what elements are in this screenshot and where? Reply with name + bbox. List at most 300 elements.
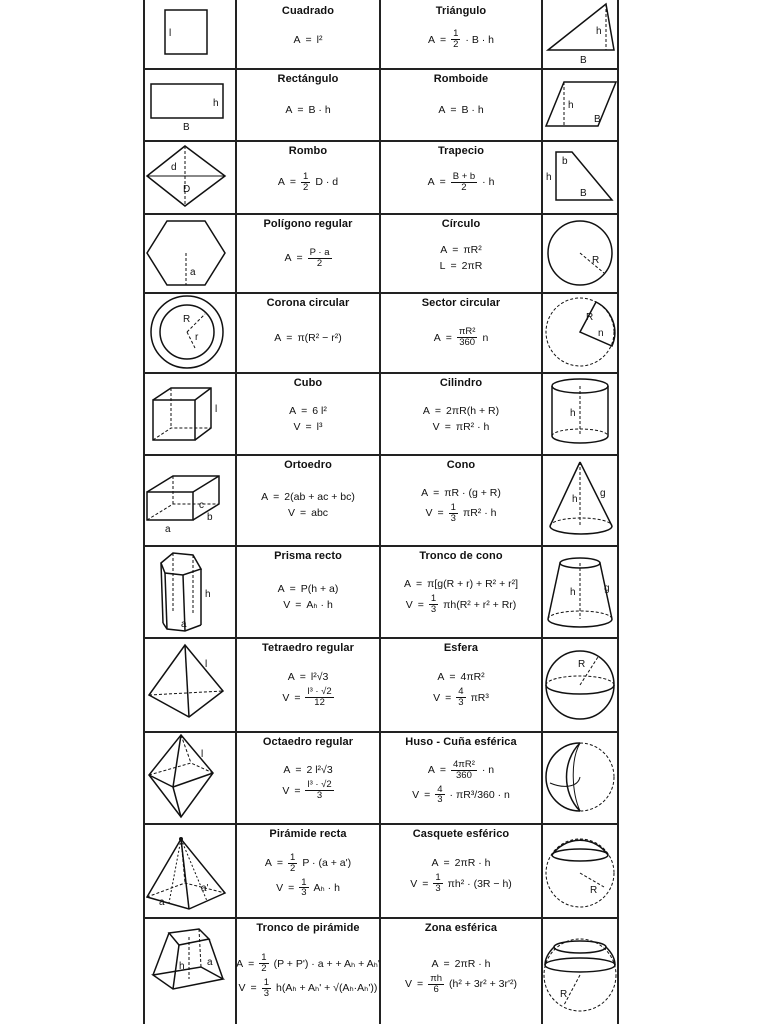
fraction	[308, 248, 332, 269]
formula-lhs: A	[289, 404, 297, 417]
figure-label: R	[592, 255, 600, 266]
formula-lhs: V	[287, 507, 295, 519]
figure-label: g	[600, 488, 606, 499]
formula	[285, 104, 330, 116]
figure-label: d	[171, 162, 177, 173]
formula-lhs: V	[238, 982, 246, 995]
formula-row	[0, 823, 768, 917]
formula-rhs: πR³	[470, 691, 489, 704]
formula-row	[0, 637, 768, 731]
fraction	[262, 978, 271, 999]
shape-title: Cuadrado	[281, 5, 335, 17]
fraction-denominator: 3	[458, 697, 464, 708]
formula	[421, 487, 501, 499]
formula-rhs: h(Aₕ + Aₕ' + √(Aₕ·Aₕ'))	[275, 982, 378, 995]
left-formula-cell	[236, 545, 380, 637]
equals-sign: =	[297, 103, 304, 116]
fraction-denominator: 2	[453, 39, 459, 50]
figure-label: a	[165, 524, 171, 535]
fraction-denominator: 12	[314, 697, 325, 708]
figure-label: h	[205, 589, 211, 600]
pyramid-figure	[143, 823, 235, 917]
equals-sign: =	[294, 784, 301, 797]
equals-sign: =	[289, 176, 297, 188]
left-formula-cell	[236, 140, 380, 213]
formula-rhs: π(R² − r²)	[297, 331, 342, 344]
formula-list	[236, 934, 380, 1024]
trapezoid-figure	[542, 140, 618, 213]
fraction	[451, 760, 477, 781]
formula	[294, 421, 323, 433]
formula-lhs: V	[433, 691, 441, 704]
fraction-numerator: 1	[435, 872, 441, 884]
triangle-figure	[542, 0, 618, 68]
formula-lhs: V	[276, 881, 284, 894]
formula	[289, 405, 327, 417]
formula-lhs: A	[422, 404, 430, 417]
fraction-numerator: 1	[303, 170, 309, 182]
fraction-denominator: 3	[316, 790, 323, 801]
shape-title: Cono	[446, 459, 476, 471]
shape-title: Rombo	[288, 145, 328, 157]
formula	[405, 974, 517, 995]
formula-rhs: 2πR	[461, 260, 483, 272]
formula	[428, 172, 495, 193]
fraction-denominator: 2	[303, 181, 309, 193]
formula-lhs: A	[427, 764, 435, 777]
formula-rhs: 2πR(h + R)	[446, 404, 500, 417]
equals-sign: =	[286, 331, 293, 344]
formula	[261, 491, 355, 503]
equals-sign: =	[449, 671, 456, 684]
fraction	[451, 29, 460, 50]
fraction	[259, 953, 268, 974]
annulus-figure	[143, 292, 235, 372]
formula-lhs: V	[405, 978, 413, 990]
figure-label: R	[183, 314, 191, 325]
figure-label: R	[560, 989, 568, 1000]
formula-rhs: πh² · (3R − h)	[447, 877, 512, 890]
formula	[283, 599, 333, 611]
fraction	[305, 687, 333, 708]
formula	[288, 507, 328, 519]
right-formula-cell	[380, 213, 542, 292]
formula-row	[0, 140, 768, 213]
formula-list	[278, 157, 338, 213]
equals-sign: =	[294, 691, 301, 704]
formula-list	[284, 230, 331, 292]
formula-lhs: A	[274, 331, 282, 344]
figure-label: h	[546, 172, 552, 183]
formula-lhs: A	[440, 244, 448, 256]
shape-title: Círculo	[441, 218, 481, 230]
fraction-numerator: P · a	[309, 246, 330, 258]
shape-title: Corona circular	[266, 297, 350, 309]
formula	[428, 29, 494, 50]
equals-sign: =	[439, 176, 446, 188]
equals-sign: =	[296, 252, 303, 264]
formula-rhs: Aₕ · h	[306, 598, 333, 611]
figure-label: b	[562, 156, 568, 167]
formula	[265, 853, 351, 874]
formula-rhs: π[g(R + r) + R² + r²]	[427, 578, 519, 591]
left-formula-cell	[236, 0, 380, 68]
equals-sign: =	[445, 691, 452, 704]
right-formula-cell	[380, 372, 542, 454]
fraction-numerator: 4	[437, 783, 443, 795]
figure-label: B	[580, 55, 587, 66]
formula-rhs: l³	[316, 420, 323, 433]
fraction-denominator: 2	[261, 963, 267, 975]
formula	[276, 878, 340, 899]
spherical-zone-figure	[542, 917, 618, 1024]
equals-sign: =	[276, 857, 284, 870]
left-formula-cell	[236, 68, 380, 140]
formula	[406, 594, 517, 615]
formula-list	[412, 748, 510, 823]
figure-label: R	[586, 312, 594, 323]
fraction-numerator: 1	[301, 876, 307, 888]
formula	[274, 332, 341, 344]
figure-label: r	[195, 332, 199, 343]
fraction-numerator: l³ · √2	[307, 779, 332, 791]
equals-sign: =	[444, 420, 451, 433]
equals-sign: =	[299, 671, 306, 684]
equals-sign: =	[450, 103, 457, 116]
fraction-numerator: l³ · √2	[307, 686, 332, 698]
formula-lhs: A	[421, 486, 429, 499]
formula	[282, 687, 333, 708]
right-formula-cell	[380, 0, 542, 68]
equals-sign: =	[450, 260, 457, 272]
formula-list	[428, 17, 494, 68]
formula-list	[282, 748, 333, 823]
shape-title: Tronco de cono	[419, 550, 503, 562]
formula-list	[405, 934, 517, 1024]
right-formula-cell	[380, 454, 542, 545]
formula-lhs: V	[410, 877, 418, 890]
formula-list	[261, 471, 355, 545]
fraction-denominator: 3	[450, 512, 456, 524]
figure-label: g	[604, 583, 610, 594]
fraction-denominator: 3	[301, 887, 307, 899]
formula	[434, 327, 489, 348]
fraction-numerator: 1	[450, 501, 456, 513]
formula-lhs: V	[293, 420, 301, 433]
fraction-numerator: 1	[261, 952, 267, 964]
formula	[412, 785, 510, 806]
left-formula-cell	[236, 292, 380, 372]
equals-sign: =	[434, 404, 442, 417]
formula-lhs: A	[283, 764, 291, 777]
right-formula-cell	[380, 545, 542, 637]
formula-lhs: V	[282, 784, 290, 797]
formula-rhs: πh(R² + r² + Rr)	[443, 598, 517, 611]
figure-label: h	[596, 26, 602, 37]
prism-figure	[143, 545, 235, 637]
figure-label: b	[207, 512, 213, 523]
equals-sign: =	[417, 598, 424, 611]
formula	[432, 857, 491, 869]
figure-label: a	[159, 897, 165, 908]
right-formula-cell	[380, 637, 542, 731]
formula-lhs: A	[277, 582, 285, 595]
fraction-numerator: πh	[430, 972, 443, 984]
figure-label: l	[201, 749, 204, 760]
formula-list	[285, 85, 330, 140]
formula	[426, 503, 497, 524]
formula	[278, 172, 338, 193]
formula	[404, 578, 518, 590]
formula-rhs: · B · h	[465, 33, 495, 46]
fraction-numerator: 1	[430, 593, 437, 605]
rectangle-figure	[143, 68, 235, 140]
formula	[288, 671, 329, 683]
formula-rhs: πR² · h	[455, 420, 490, 433]
formula-list	[421, 471, 501, 545]
hexagon-figure	[143, 213, 235, 292]
equals-sign: =	[443, 857, 450, 870]
formula-lhs: A	[277, 176, 285, 188]
figure-label: B	[580, 188, 587, 199]
fraction-denominator: 360	[456, 769, 472, 781]
formula-rhs: · h	[482, 176, 495, 188]
formula-list	[289, 389, 327, 454]
formula-rhs: P(h + a)	[300, 582, 339, 595]
formula-list	[440, 230, 483, 292]
fraction-denominator: 2	[290, 862, 296, 874]
equals-sign: =	[424, 788, 431, 801]
figure-label: h	[568, 100, 574, 111]
equals-sign: =	[439, 33, 447, 46]
octahedron-figure	[143, 731, 235, 823]
shape-title: Sector circular	[421, 297, 501, 309]
formula-rhs: · πR³/360 · n	[449, 788, 510, 801]
figure-label: a	[181, 619, 187, 630]
equals-sign: =	[289, 582, 296, 595]
formula	[239, 978, 378, 999]
formula-rhs: 6 l²	[312, 404, 327, 417]
formula-list	[438, 85, 483, 140]
figure-label: a	[190, 267, 196, 278]
figure-label: h	[213, 98, 219, 109]
formula-lhs: L	[439, 260, 446, 272]
equals-sign: =	[250, 982, 257, 995]
shape-title: Cilindro	[439, 377, 483, 389]
formula	[284, 248, 331, 269]
formula	[428, 760, 494, 781]
fraction	[299, 878, 308, 899]
formula-list	[434, 309, 489, 372]
equals-sign: =	[288, 881, 295, 894]
equals-sign: =	[295, 598, 302, 611]
fraction	[449, 503, 458, 524]
figure-label: D	[183, 184, 191, 195]
right-formula-cell	[380, 823, 542, 917]
figure-label: n	[598, 328, 604, 339]
fraction	[429, 594, 438, 615]
formula-rhs: · n	[481, 764, 495, 777]
sphere-figure	[542, 637, 618, 731]
left-formula-cell	[236, 372, 380, 454]
shape-title: Esfera	[443, 642, 479, 654]
formula-rhs: (P + P') · a + + Aₕ + Aₕ'	[273, 957, 380, 970]
formula-rhs: l²	[316, 33, 323, 46]
circle-figure	[542, 213, 618, 292]
formula	[433, 687, 489, 708]
shape-title: Romboide	[433, 73, 489, 85]
fraction-denominator: 2	[461, 181, 467, 193]
formula-rhs: Aₕ · h	[313, 881, 340, 894]
formula-list	[428, 157, 495, 213]
formula-list	[404, 562, 518, 637]
formula-lhs: V	[412, 788, 420, 801]
formula	[282, 780, 333, 801]
right-formula-cell	[380, 917, 542, 1024]
figure-label: h	[570, 408, 576, 419]
fraction-numerator: 1	[290, 851, 296, 863]
formula-rhs: B · h	[461, 103, 484, 116]
formula-rhs: B · h	[308, 103, 331, 116]
formula	[283, 764, 332, 776]
figure-label: B	[183, 122, 190, 133]
formula-lhs: A	[437, 671, 445, 684]
fraction-denominator: 3	[430, 604, 437, 615]
formula-rhs: 2 l²√3	[306, 764, 333, 777]
formula-rhs: n	[482, 331, 489, 344]
equals-sign: =	[273, 491, 280, 503]
left-formula-cell	[236, 823, 380, 917]
formula-list	[274, 309, 341, 372]
formula-rhs: 2πR · h	[454, 957, 491, 970]
formula-rhs: l²√3	[310, 671, 329, 684]
equals-sign: =	[422, 877, 429, 890]
right-formula-cell	[380, 140, 542, 213]
formula-list	[278, 562, 339, 637]
equals-sign: =	[439, 764, 446, 777]
formula	[423, 405, 499, 417]
formula	[432, 958, 491, 970]
shape-title: Polígono regular	[263, 218, 353, 230]
figure-label: R	[590, 885, 598, 896]
formula-row	[0, 213, 768, 292]
fraction	[288, 853, 297, 874]
figure-label: l	[205, 659, 208, 670]
fraction	[428, 974, 444, 995]
formula-row	[0, 0, 768, 68]
fraction-denominator: 3	[263, 987, 269, 999]
shape-title: Pirámide recta	[269, 828, 347, 840]
fraction	[456, 687, 465, 708]
formula-row	[0, 292, 768, 372]
formula-lhs: A	[287, 671, 295, 684]
right-formula-cell	[380, 292, 542, 372]
left-formula-cell	[236, 454, 380, 545]
equals-sign: =	[452, 244, 459, 256]
formula-lhs: A	[264, 857, 272, 870]
equals-sign: =	[415, 578, 423, 591]
formula-list	[410, 840, 512, 917]
equals-sign: =	[445, 331, 452, 344]
formula-list	[294, 17, 323, 68]
shape-title: Ortoedro	[284, 459, 332, 471]
formula-row	[0, 454, 768, 545]
shape-title: Tronco de pirámide	[256, 922, 360, 934]
left-formula-cell	[236, 917, 380, 1024]
formula-rhs: P · (a + a')	[302, 857, 352, 870]
parallelogram-figure	[542, 68, 618, 140]
formula-lhs: V	[283, 598, 291, 611]
formula-lhs: A	[431, 857, 439, 870]
spherical-cap-figure	[542, 823, 618, 917]
equals-sign: =	[295, 764, 302, 777]
right-formula-cell	[380, 731, 542, 823]
equals-sign: =	[299, 507, 307, 519]
shape-title: Octaedro regular	[262, 736, 354, 748]
formula-lhs: V	[405, 598, 413, 611]
formula-lhs: A	[433, 331, 441, 344]
formula-rhs: πR² · h	[462, 507, 497, 519]
equals-sign: =	[305, 420, 312, 433]
formula-row	[0, 731, 768, 823]
formula-lhs: V	[282, 691, 290, 704]
square-figure	[143, 0, 235, 68]
formula-lhs: A	[403, 578, 411, 591]
left-formula-cell	[236, 731, 380, 823]
fraction-denominator: 3	[435, 883, 441, 894]
formula-rhs: (h² + 3r² + 3r'²)	[449, 978, 517, 990]
fraction-numerator: 4πR²	[453, 758, 475, 770]
cuboid-figure	[143, 454, 235, 545]
formula-lhs: A	[427, 176, 435, 188]
fraction	[305, 780, 333, 801]
left-formula-cell	[236, 637, 380, 731]
cylinder-figure	[542, 372, 618, 454]
formula-rhs: 2(ab + ac + bc)	[284, 491, 355, 503]
formula-list	[423, 389, 499, 454]
formula-list	[433, 654, 489, 731]
figure-label: h	[570, 587, 576, 598]
shape-title: Trapecio	[437, 145, 485, 157]
formula-rhs: abc	[311, 507, 329, 519]
figure-label: c	[199, 500, 204, 511]
formula	[440, 244, 481, 256]
cube-figure	[143, 372, 235, 454]
shape-title: Cubo	[293, 377, 323, 389]
figure-label: B	[594, 114, 601, 125]
shape-title: Rectángulo	[277, 73, 339, 85]
formula	[433, 421, 490, 433]
sector-figure	[542, 292, 618, 372]
fraction-numerator: πR²	[458, 326, 476, 338]
fraction-denominator: 6	[433, 983, 439, 995]
spherical-wedge-figure	[542, 731, 618, 823]
formula	[294, 34, 323, 46]
figure-label: l	[169, 28, 172, 39]
fraction-denominator: 360	[459, 337, 476, 348]
equals-sign: =	[248, 957, 255, 970]
figure-label: l	[215, 404, 218, 415]
equals-sign: =	[305, 33, 312, 46]
fraction-denominator: 3	[437, 794, 443, 806]
fraction	[433, 873, 442, 894]
fraction	[435, 785, 444, 806]
formula-rhs: πR²	[463, 244, 482, 256]
formula	[236, 953, 380, 974]
shape-title: Zona esférica	[424, 922, 498, 934]
formula-row	[0, 372, 768, 454]
formula-lhs: A	[293, 33, 301, 46]
